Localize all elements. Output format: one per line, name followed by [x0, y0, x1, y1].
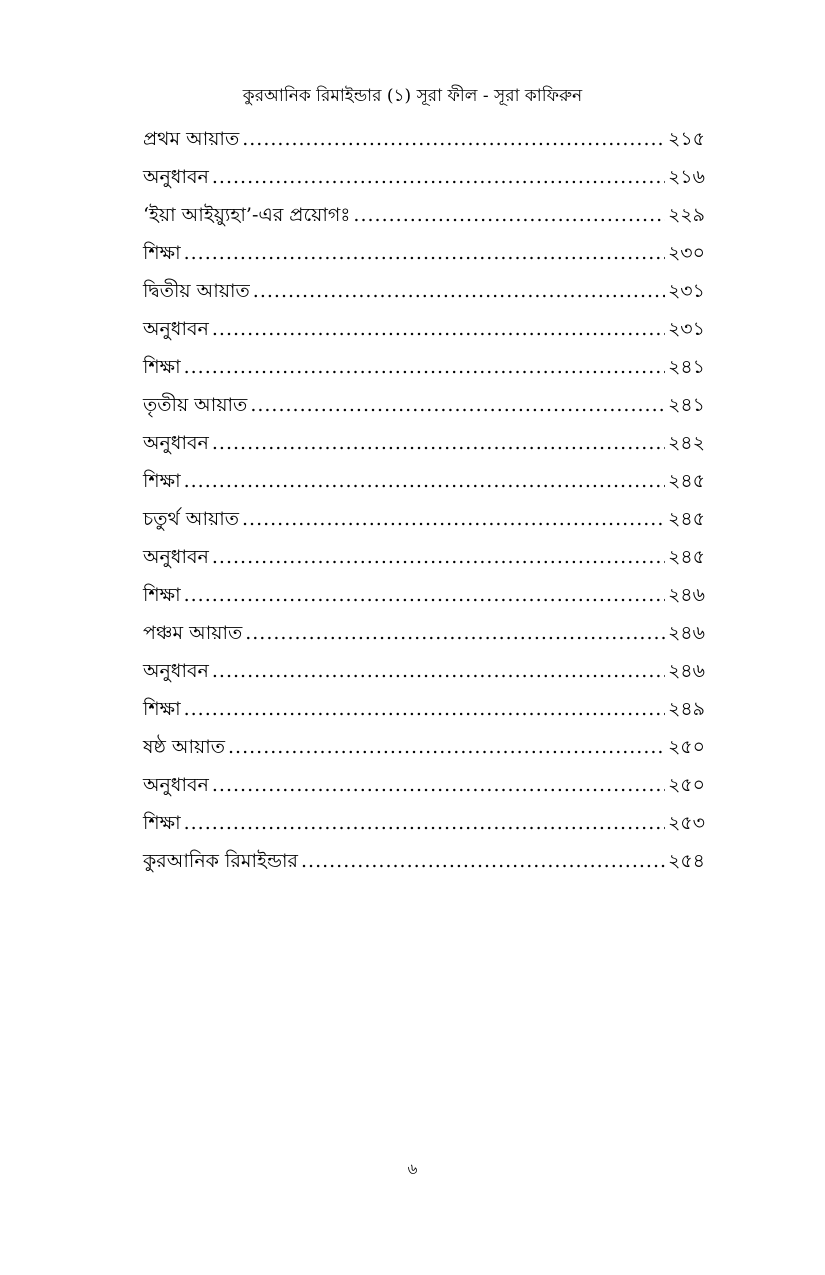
- toc-entry-page: ২৪১: [667, 356, 705, 378]
- toc-entry-page: ২৩১: [667, 280, 705, 302]
- toc-entry-title: শিক্ষা: [143, 812, 181, 834]
- toc-entry-page: ২৪৫: [667, 470, 705, 492]
- toc-dot-leader: [212, 162, 665, 192]
- toc-dot-leader: [212, 656, 665, 686]
- toc-dot-leader: [301, 846, 665, 876]
- toc-entry-page: ২৪৫: [667, 508, 705, 530]
- toc-entry-page: ২৪৫: [667, 546, 705, 568]
- running-header: কুরআনিক রিমাইন্ডার (১) সূরা ফীল - সূরা কাফিরুন: [242, 86, 583, 106]
- toc-entry[interactable]: [143, 238, 705, 276]
- toc-entry-page: ২৫০: [667, 774, 705, 796]
- toc-entry-title: শিক্ষা: [143, 356, 181, 378]
- toc-entry-page: ২৪৬: [667, 584, 705, 606]
- toc-dot-leader: [212, 770, 665, 800]
- toc-dot-leader: [212, 314, 665, 344]
- toc-entry-title: প্রথম আয়াত: [143, 128, 240, 150]
- toc-entry-page: ২৫৪: [667, 850, 705, 872]
- toc-entry-title: কুরআনিক রিমাইন্ডার: [143, 850, 298, 872]
- toc-entry-title: অনুধাবন: [143, 546, 209, 568]
- toc-entry[interactable]: [143, 846, 705, 884]
- toc-entry-page: ২৪৬: [667, 660, 705, 682]
- toc-entry-page: ২৫০: [667, 736, 705, 758]
- toc-dot-leader: [353, 200, 665, 230]
- toc-entry-title: অনুধাবন: [143, 660, 209, 682]
- toc-entry-page: ২৪১: [667, 394, 705, 416]
- toc-entry-title: শিক্ষা: [143, 584, 181, 606]
- toc-dot-leader: [212, 542, 665, 572]
- toc-entry[interactable]: [143, 276, 705, 314]
- toc-entry-title: শিক্ষা: [143, 470, 181, 492]
- toc-entry-page: ২১৬: [667, 166, 705, 188]
- toc-entry[interactable]: [143, 618, 705, 656]
- toc-entry-title: চতুর্থ আয়াত: [143, 508, 239, 530]
- toc-entry-title: অনুধাবন: [143, 166, 209, 188]
- page-number: ৬: [407, 1160, 418, 1178]
- toc-entry-title: শিক্ষা: [143, 242, 181, 264]
- toc-entry-page: ২৩০: [667, 242, 705, 264]
- toc-dot-leader: [253, 276, 665, 306]
- toc-entry[interactable]: [143, 808, 705, 846]
- toc-entry[interactable]: [143, 694, 705, 732]
- toc-entry-title: পঞ্চম আয়াত: [143, 622, 243, 644]
- toc-entry-title: দ্বিতীয় আয়াত: [143, 280, 250, 302]
- toc-entry[interactable]: [143, 770, 705, 808]
- toc-entry[interactable]: [143, 428, 705, 466]
- toc-entry[interactable]: [143, 314, 705, 352]
- toc-entry[interactable]: [143, 466, 705, 504]
- toc-entry[interactable]: [143, 162, 705, 200]
- table-of-contents: [143, 124, 705, 884]
- toc-dot-leader: [242, 504, 665, 534]
- toc-dot-leader: [250, 390, 665, 420]
- toc-dot-leader: [184, 466, 665, 496]
- toc-entry[interactable]: [143, 200, 705, 238]
- toc-dot-leader: [184, 580, 665, 610]
- toc-entry[interactable]: [143, 656, 705, 694]
- toc-entry[interactable]: [143, 580, 705, 618]
- toc-entry-title: অনুধাবন: [143, 318, 209, 340]
- toc-entry[interactable]: [143, 542, 705, 580]
- toc-entry[interactable]: [143, 352, 705, 390]
- toc-dot-leader: [212, 428, 665, 458]
- toc-dot-leader: [184, 808, 665, 838]
- toc-entry-page: ২৫৩: [667, 812, 705, 834]
- toc-dot-leader: [184, 694, 665, 724]
- toc-entry[interactable]: [143, 732, 705, 770]
- toc-entry-page: ২৩১: [667, 318, 705, 340]
- toc-entry-title: ষষ্ঠ আয়াত: [143, 736, 226, 758]
- toc-entry[interactable]: [143, 390, 705, 428]
- toc-entry-page: ২৪৯: [667, 698, 705, 720]
- toc-entry-page: ২৪৬: [667, 622, 705, 644]
- toc-dot-leader: [242, 124, 665, 154]
- toc-dot-leader: [228, 732, 665, 762]
- toc-dot-leader: [245, 618, 665, 648]
- toc-entry-page: ২১৫: [667, 128, 705, 150]
- toc-entry[interactable]: [143, 504, 705, 542]
- toc-entry-title: ‘ইয়া আইয়্যুহা’-এর প্রয়োগঃ: [143, 204, 351, 226]
- toc-entry-title: শিক্ষা: [143, 698, 181, 720]
- toc-entry-page: ২৪২: [667, 432, 705, 454]
- toc-entry-title: অনুধাবন: [143, 432, 209, 454]
- toc-entry-title: তৃতীয় আয়াত: [143, 394, 248, 416]
- toc-dot-leader: [184, 238, 665, 268]
- toc-entry-title: অনুধাবন: [143, 774, 209, 796]
- toc-entry[interactable]: [143, 124, 705, 162]
- toc-dot-leader: [184, 352, 665, 382]
- toc-entry-page: ২২৯: [667, 204, 705, 226]
